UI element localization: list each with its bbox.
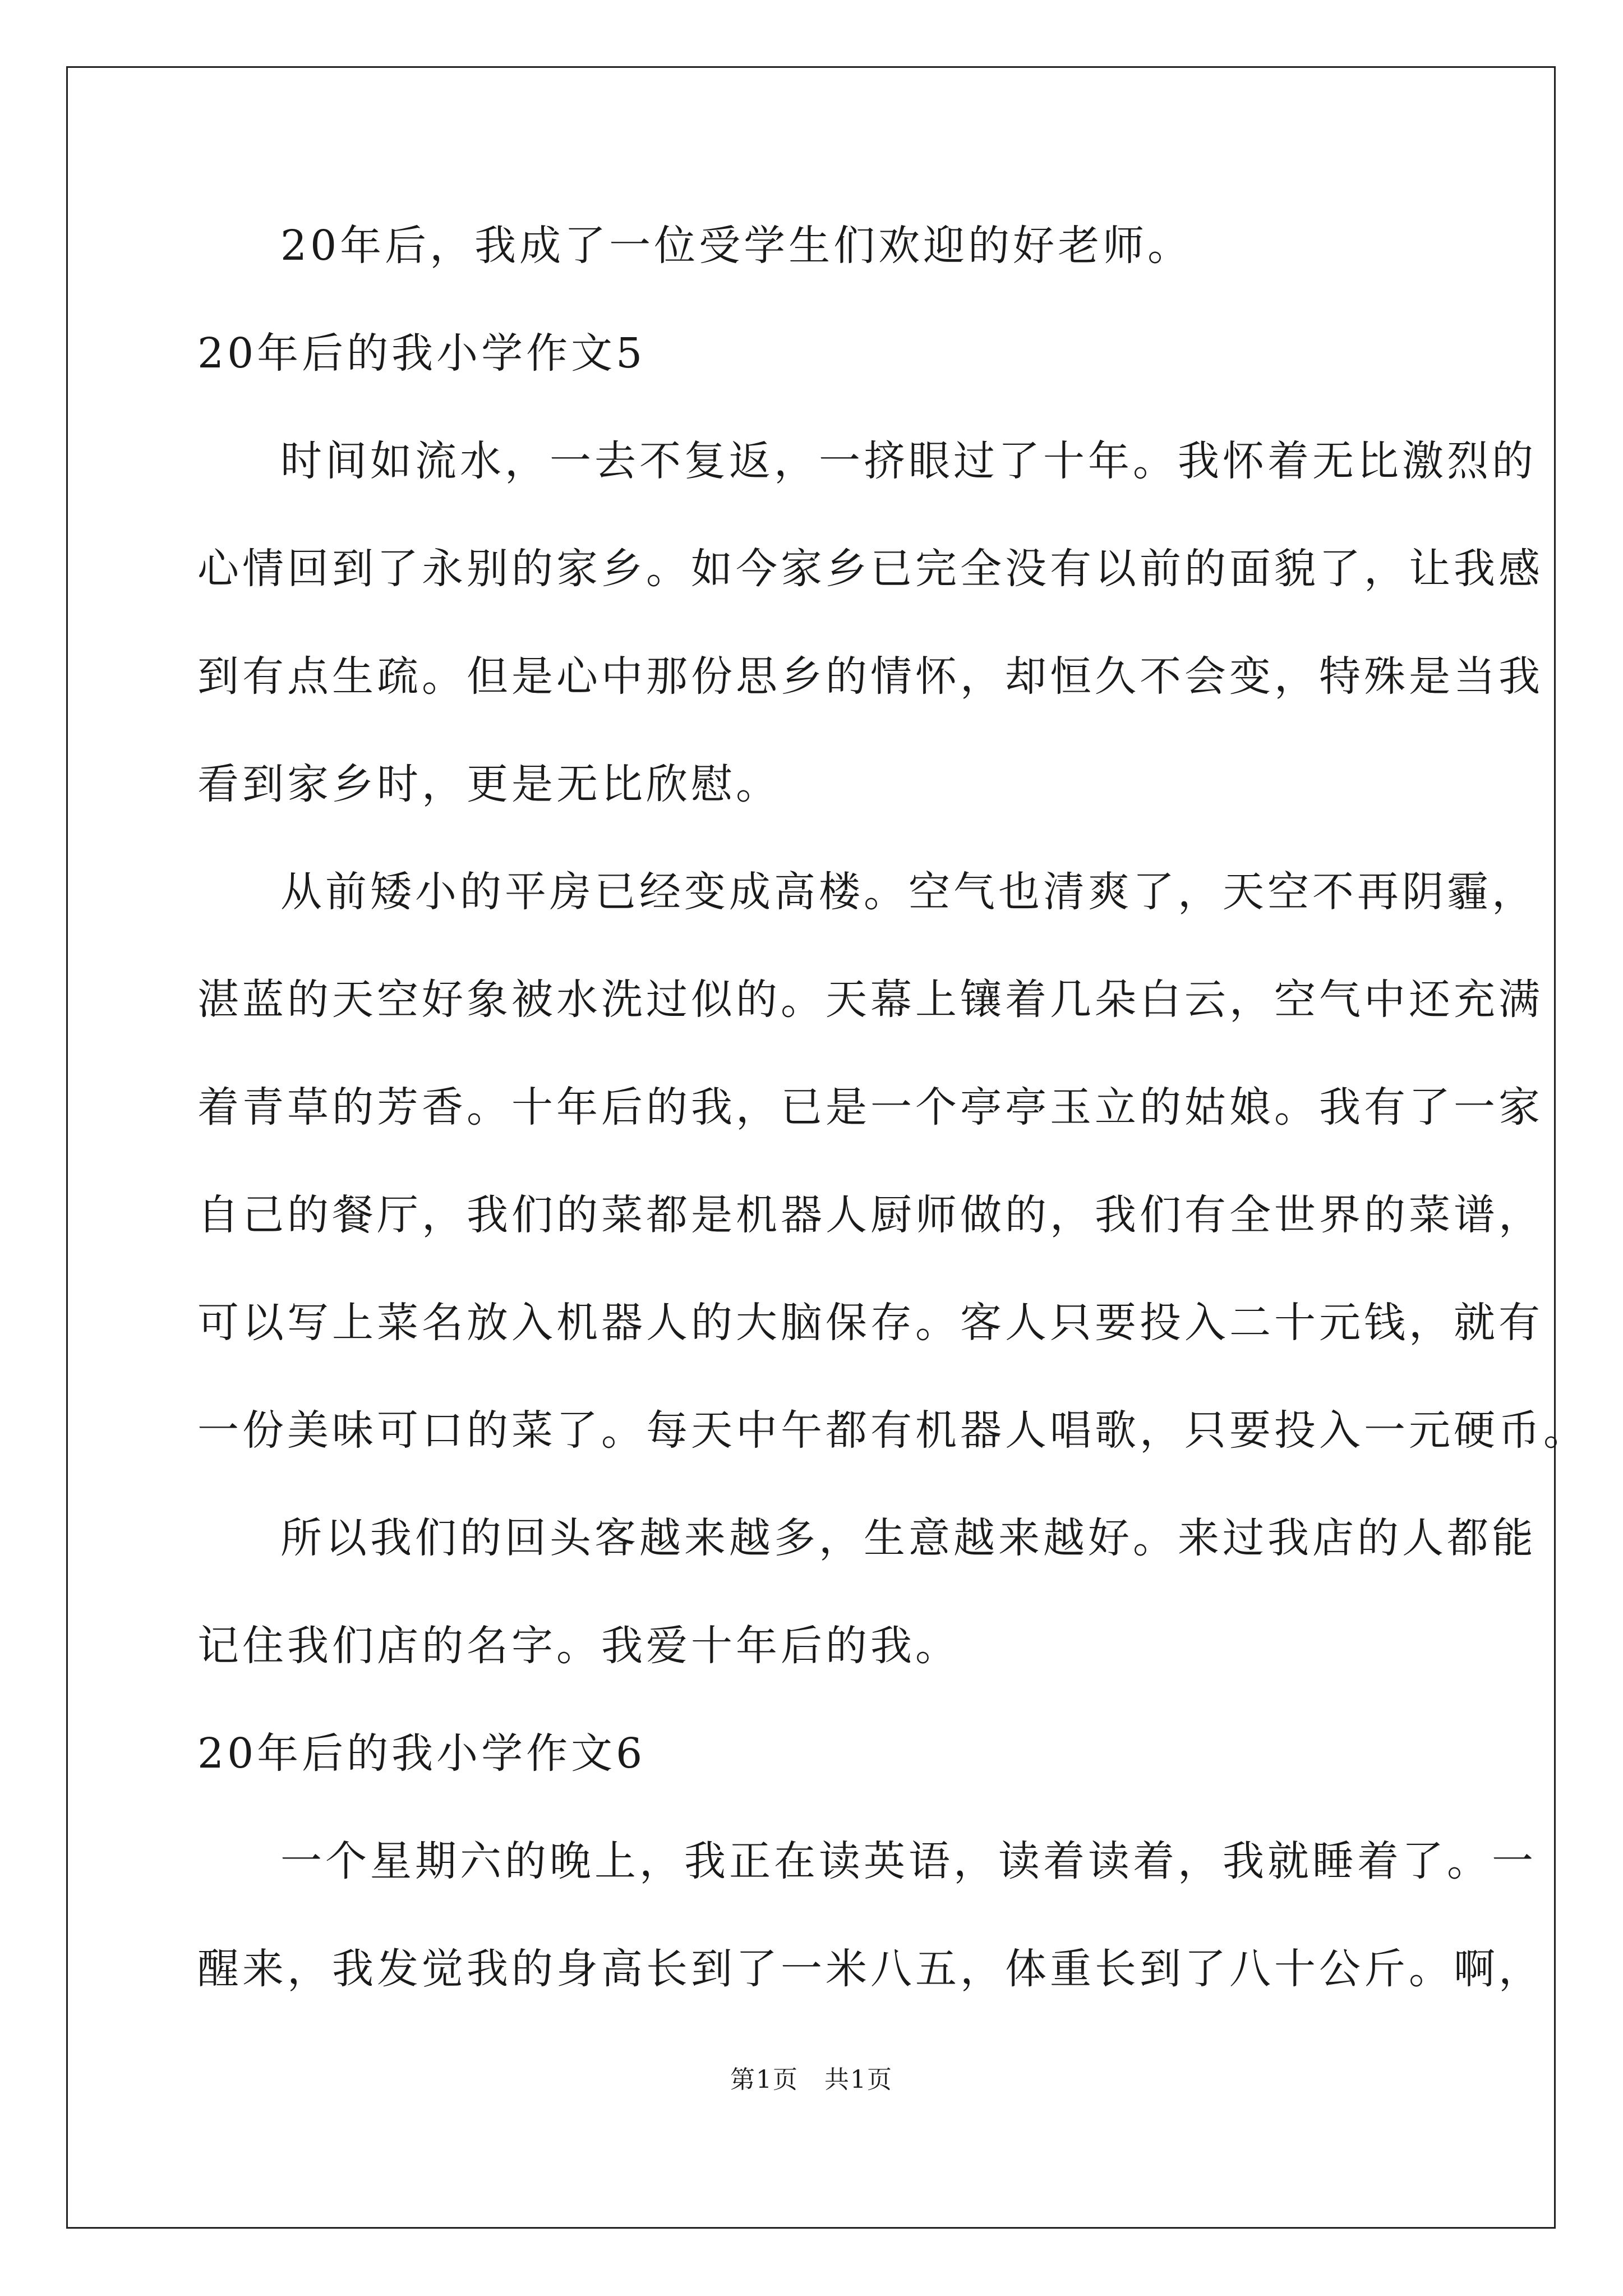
document-body xyxy=(197,219,1588,2050)
paragraph-line: 到有点生疏。但是心中那份思乡的情怀，却恒久不会变，特殊是当我 xyxy=(197,652,1543,701)
paragraph-line: 可以写上菜名放入机器人的大脑保存。客人只要投入二十元钱，就有 xyxy=(197,1299,1543,1347)
paragraph-line: 醒来，我发觉我的身高长到了一米八五，体重长到了八十公斤。啊， xyxy=(197,1945,1543,1993)
paragraph-line: 湛蓝的天空好象被水洗过似的。天幕上镶着几朵白云，空气中还充满 xyxy=(197,976,1543,1024)
paragraph-line: 记住我们店的名字。我爱十年后的我。 xyxy=(197,1622,960,1670)
section-heading: 20年后的我小学作文5 xyxy=(197,329,646,378)
paragraph-line: 一个星期六的晚上，我正在读英语，读着读着，我就睡着了。一 xyxy=(280,1837,1537,1885)
paragraph-line: 着青草的芳香。十年后的我，已是一个亭亭玉立的姑娘。我有了一家 xyxy=(197,1083,1543,1131)
page-number-footer: 第1页 共1页 xyxy=(730,2065,893,2094)
paragraph-line: 看到家乡时，更是无比欣慰。 xyxy=(197,760,781,808)
paragraph-line: 一份美味可口的菜了。每天中午都有机器人唱歌，只要投入一元硬币。 xyxy=(197,1406,1588,1455)
paragraph-line: 20年后，我成了一位受学生们欢迎的好老师。 xyxy=(280,222,1193,270)
paragraph-line: 自己的餐厅，我们的菜都是机器人厨师做的，我们有全世界的菜谱， xyxy=(197,1191,1543,1239)
section-heading: 20年后的我小学作文6 xyxy=(197,1729,646,1778)
paragraph-line: 时间如流水，一去不复返，一挤眼过了十年。我怀着无比激烈的 xyxy=(280,437,1537,485)
paragraph-line: 心情回到了永别的家乡。如今家乡已完全没有以前的面貌了，让我感 xyxy=(197,545,1543,593)
paragraph-line: 所以我们的回头客越来越多，生意越来越好。来过我店的人都能 xyxy=(280,1514,1537,1562)
paragraph-line: 从前矮小的平房已经变成高楼。空气也清爽了，天空不再阴霾， xyxy=(280,868,1537,916)
